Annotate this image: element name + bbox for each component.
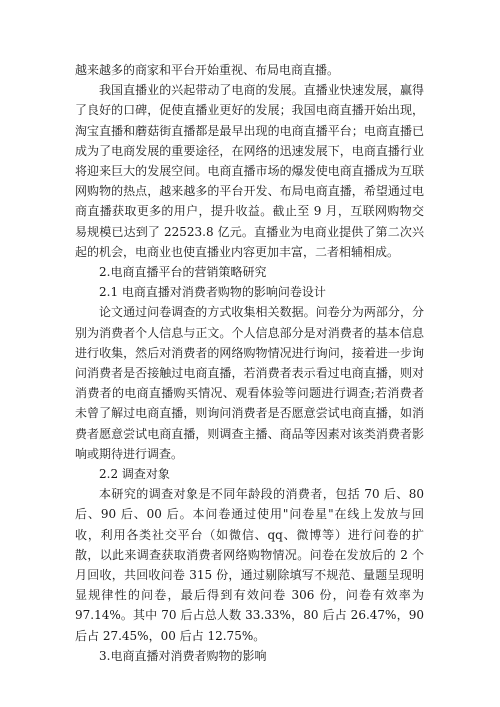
section-heading-2: 2.电商直播平台的营销策略研究 [99,265,267,280]
paragraph-survey-subjects: 本研究的调查对象是不同年龄段的消费者，包括 70 后、80 后、90 后、00 后。本问卷通过使用"问卷星"在线上发放与回收，利用各类社交平台（如微信、qq、微博等）进行问卷的扩散，以此来调查获取消费者网络购物情况。问卷在发放后的 2 个月回收，共回收问卷 315 份，通过剔除填写不规范、量题呈现明显规律性的问卷，最后得到有效问卷 306 份，问卷有效率为 97.14%。其中 70 后占总人数 33.33%，80 后占 26.47%，90 后占 27.45%，00 后占 12.75%。 [75,487,424,643]
paragraph-questionnaire-design: 论文通过问卷调查的方式收集相关数据。问卷分为两部分，分别为消费者个人信息与正文。个人信息部分是对消费者的基本信息进行收集，然后对消费者的网络购物情况进行询问，接着进一步询问消费者是否接触过电商直播，若消费者表示看过电商直播，则对消费者的电商直播购买情况、观看体验等问题进行调查;若消费者未曾了解过电商直播，则询问消费者是否愿意尝试电商直播，如消费者愿意尝试电商直播，则调查主播、商品等因素对该类消费者影响或期待进行调查。 [75,305,424,461]
subsection-heading-2-2: 2.2 调查对象 [99,467,170,482]
paragraph-live-streaming-development: 我国直播业的兴起带动了电商的发展。直播业快速发展，赢得了良好的口碑，促使直播业更好的发展；我国电商直播开始出现，淘宝直播和蘑菇街直播都是最早出现的电商直播平台；电商直播已成为了电商发展的重要途径，在网络的迅速发展下，电商直播行业将迎来巨大的发展空间。电商直播市场的爆发使电商直播成为互联网购物的热点，越来越多的平台开发、布局电商直播，希望通过电商直播获取更多的用户，提升收益。截止至 9 月，互联网购物交易规模已达到了 22523.8 亿元。直播业为电商业提供了第二次兴起的机会，电商业也使直播业内容更加丰富，二者相辅相成。 [75,83,424,259]
paragraph-continuation: 越来越多的商家和平台开始重视、布局电商直播。 [75,63,340,77]
section-heading-3: 3.电商直播对消费者购物的影响 [99,648,267,663]
subsection-heading-2-1: 2.1 电商直播对消费者购物的影响问卷设计 [99,285,326,300]
